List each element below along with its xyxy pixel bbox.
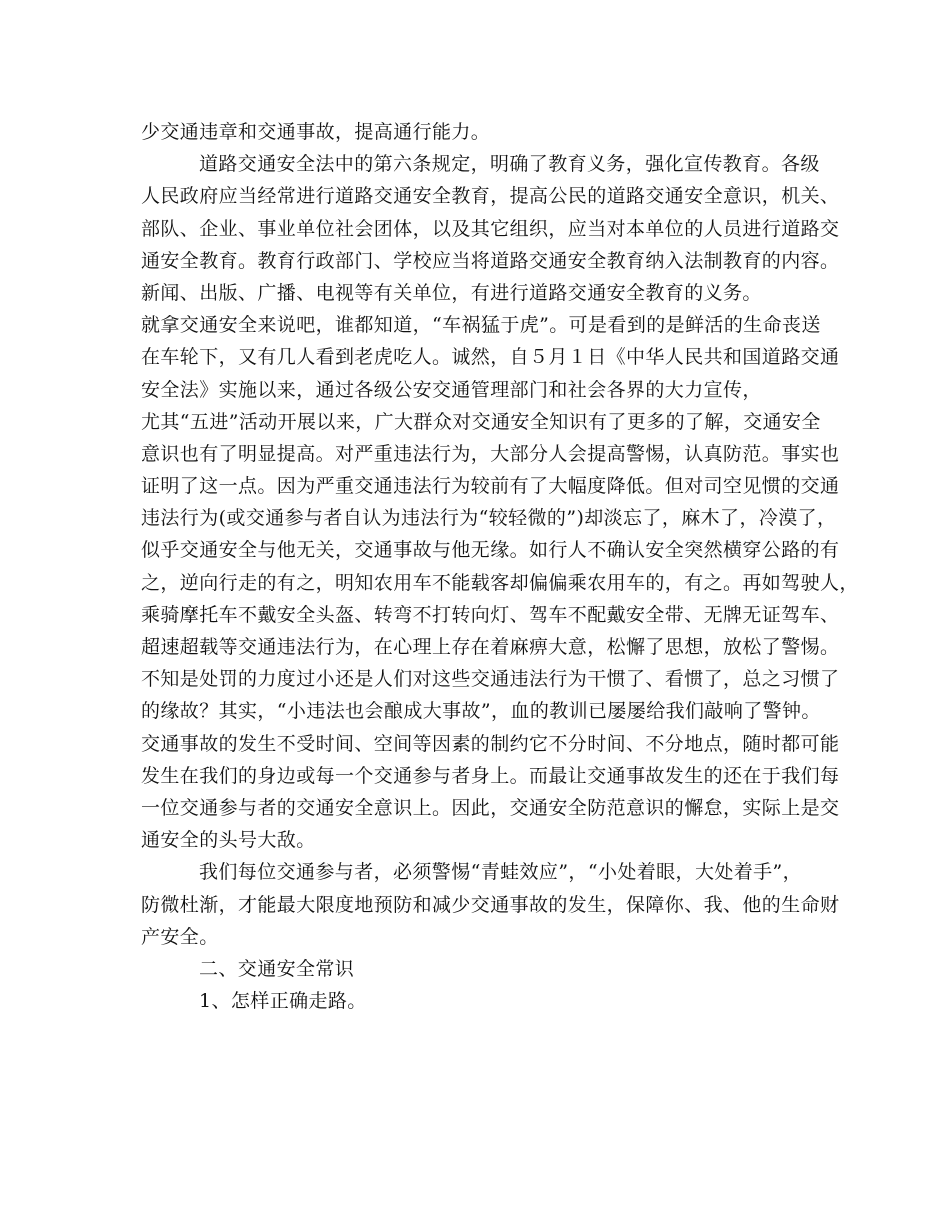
text-line: 尤其“五进”活动开展以来，广大群众对交通安全知识有了更多的了解，交通安全 — [141, 410, 821, 433]
text-line: 防微杜渐，才能最大限度地预防和减少交通事故的发生，保障你、我、他的生命财 — [141, 893, 840, 916]
text-line: 违法行为(或交通参与者自认为违法行为“较轻微的”)却淡忘了，麻木了，冷漠了， — [141, 507, 837, 530]
subsection-heading: 1、怎样正确走路。 — [199, 990, 367, 1013]
text-line: 一位交通参与者的交通安全意识上。因此，交通安全防范意识的懈怠，实际上是交 — [141, 796, 840, 819]
text-line: 我们每位交通参与者，必须警惕“青蛙效应”，“小处着眼，大处着手”， — [199, 861, 803, 884]
text-line: 之，逆向行走的有之，明知农用车不能载客却偏偏乘农用车的，有之。再如驾驶人， — [141, 571, 859, 594]
text-line: 少交通违章和交通事故，提高通行能力。 — [141, 121, 491, 143]
text-line: 似乎交通安全与他无关，交通事故与他无缘。如行人不确认安全突然横穿公路的有 — [141, 539, 840, 562]
text-line: 通安全的头号大敌。 — [141, 829, 316, 852]
text-line: 意识也有了明显提高。对严重违法行为，大部分人会提高警惕，认真防范。事实也 — [141, 442, 840, 465]
text-line: 安全法》实施以来，通过各级公安交通管理部门和社会各界的大力宣传， — [141, 378, 762, 401]
text-line: 道路交通安全法中的第六条规定，明确了教育义务，强化宣传教育。各级 — [199, 153, 820, 176]
text-line: 不知是处罚的力度过小还是人们对这些交通违法行为干惯了、看惯了，总之习惯了 — [141, 668, 840, 691]
text-line: 发生在我们的身边或每一个交通参与者身上。而最让交通事故发生的还在于我们每 — [141, 764, 840, 787]
section-heading: 二、交通安全常识 — [199, 957, 355, 980]
text-line: 乘骑摩托车不戴安全头盔、转弯不打转向灯、驾车不配戴安全带、无牌无证驾车、 — [141, 603, 840, 626]
text-line: 的缘故？其实，“小违法也会酿成大事故”，血的教训已屡屡给我们敲响了警钟。 — [141, 700, 821, 723]
text-line: 部队、企业、事业单位社会团体，以及其它组织，应当对本单位的人员进行道路交 — [141, 217, 840, 240]
text-line: 通安全教育。教育行政部门、学校应当将道路交通安全教育纳入法制教育的内容。 — [141, 249, 840, 272]
text-line: 新闻、出版、广播、电视等有关单位，有进行道路交通安全教育的义务。 — [141, 281, 762, 304]
text-line: 人民政府应当经常进行道路交通安全教育，提高公民的道路交通安全意识，机关、 — [141, 185, 840, 208]
text-line: 超速超载等交通违法行为，在心理上存在着麻痹大意，松懈了思想，放松了警惕。 — [141, 636, 840, 658]
body-text — [141, 116, 859, 1017]
text-line: 产安全。 — [141, 925, 219, 948]
text-line: 在车轮下，又有几人看到老虎吃人。诚然，自５月１日《中华人民共和国道路交通 — [141, 346, 840, 369]
text-line: 交通事故的发生不受时间、空间等因素的制约它不分时间、不分地点，随时都可能 — [141, 732, 840, 755]
text-line: 就拿交通安全来说吧，谁都知道，“车祸猛于虎”。可是看到的是鲜活的生命丧送 — [141, 314, 821, 337]
text-line: 证明了这一点。因为严重交通违法行为较前有了大幅度降低。但对司空见惯的交通 — [141, 475, 840, 498]
